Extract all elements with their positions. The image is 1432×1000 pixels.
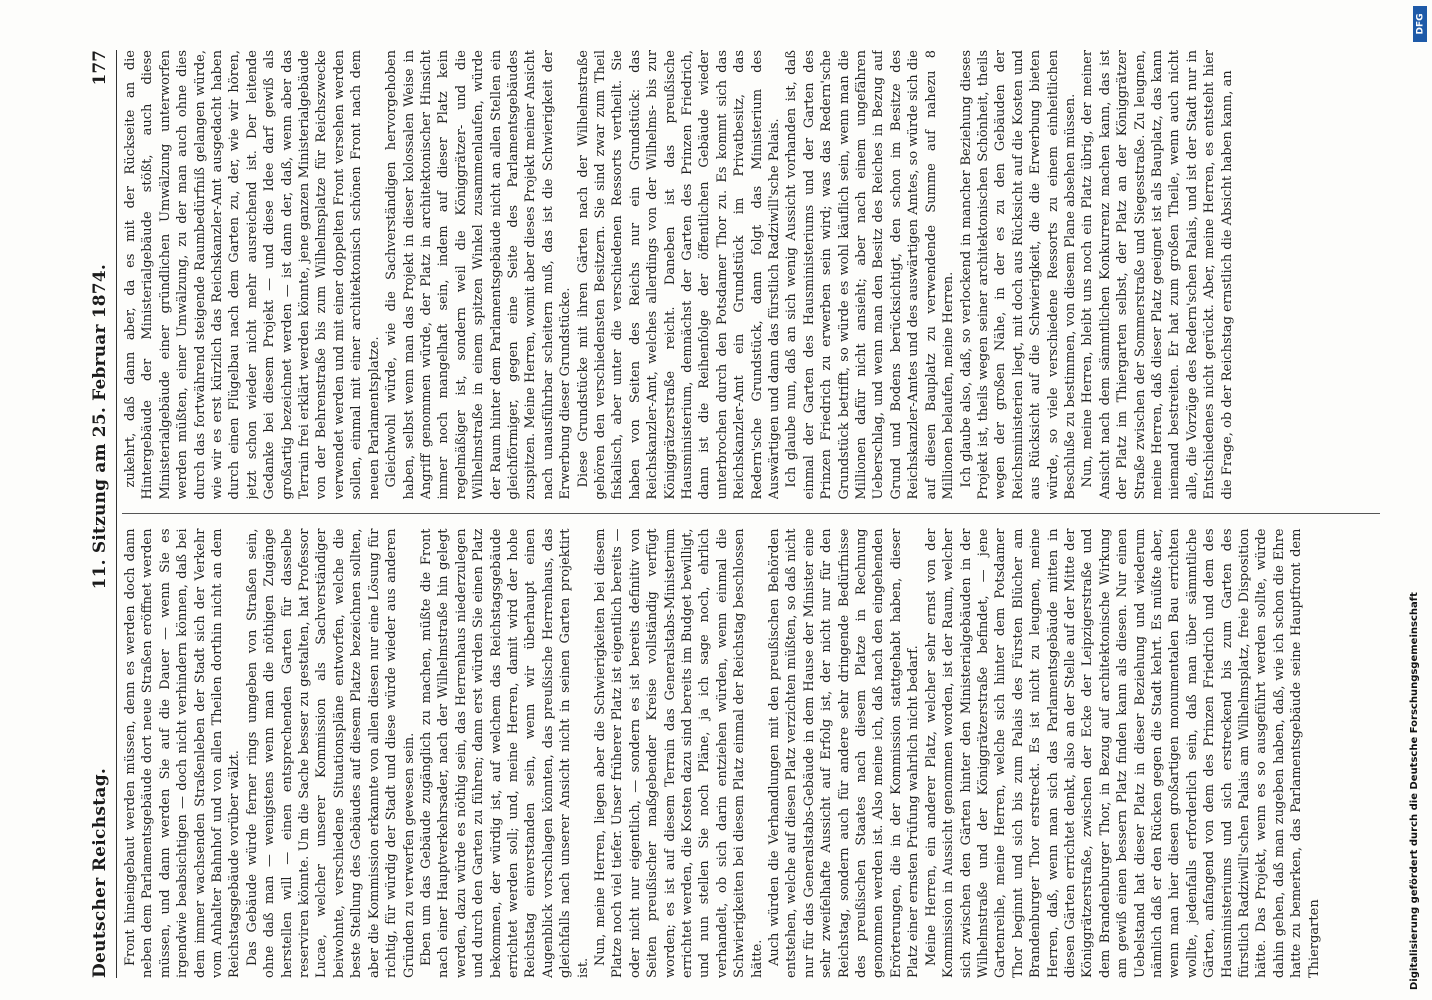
header-rule: [116, 50, 117, 978]
logo-text: DFG: [1415, 13, 1426, 35]
page-header: [90, 50, 112, 978]
text-columns: [122, 50, 1380, 978]
paragraph: Eben um das Gebäude zugänglich zu machen, müßte die Front nach einer Hauptverkehrsader, nach der Wilhelmstraße hin gelegt werden, dazu würde es nöthig sein, das Herrenhaus niederzulegen und durch den Garten zu führen; dann erst würden Sie einen Platz bekommen, der würdig ist, auf welchem das Reichstagsgebäude errichtet werden soll; und, meine Herren, damit wird der hohe Reichstag einverstanden sein, wenn wir überhaupt einen Augenblick vorschlagen könnten, das preußische Herrenhaus, das gleichfalls nach unserer Ansicht nicht in seinen Garten projektirt ist.: [418, 528, 591, 978]
paragraph: Ich glaube also, daß, so verlockend in mancher Beziehung dieses Projekt ist, theils wegen seiner architektonischen Schönheit, theils wegen der großen Nähe, in der es zu den Gebäuden der Reichsministerien liegt, mit doch aus Rücksicht auf die Kosten und aus Rücksicht auf die Schwierigkeit, die die Erwerbung bieten würde, so viele verschiedene Ressorts zu einem einheitlichen Beschluße zu bestimmen, von diesem Plane absehen müssen.: [958, 50, 1078, 500]
column-right: [122, 50, 1380, 500]
paragraph: Auch würden die Verhandlungen mit den preußischen Behörden entstehen, welche auf diesen Platz verzichten müßten, so daß nicht nur für das Generalstabs-Gebäude in dem Hause der Minister eine sehr zweifelhafte Aussicht auf Erfolg ist, der nicht nur für den Reichstag, sondern auch für andere sehr dringende Bedürfnisse des preußischen Staates nach diesem Platze in Rechnung genommen werden ist. Also meine ich, daß nach den eingehenden Erörterungen, die in der Kommission stattgehabt haben, dieser Platz einer ernsten Prüfung wahrlich nicht bedarf.: [767, 528, 922, 978]
paragraph: Nun, meine Herren, bleibt uns noch ein Platz übrig, der meiner Ansicht nach dem sämmtlichen Konkurrenz machen kann, das ist der Platz im Thiergarten selbst, der Platz an der Königgrätzer Straße zwischen der Sommerstraße und Siegesstraße. Zu leugnen, meine Herren, daß dieser Platz geeignet ist als Bauplatz, das kann niemand bestreiten. Er hat zum großen Theile, wenn auch nicht alle, die Vorzüge des Redern'schen Palais, und ist der Stadt nur in Entschiedenes nicht gerückt. Aber, meine Herren, es entsteht hier die Frage, ob der Reichstag ernstlich die Absicht haben kann, an: [1080, 50, 1235, 500]
paragraph: Diese Grundstücke mit ihren Gärten nach der Wilhelmstraße gehören den verschiedensten Besitzern. Sie sind zwar zum Theil fiskalisch, aber unter die verschiedenen Ressorts vertheilt. Sie haben von Seiten des Reichs nur ein Grundstück: das Reichskanzler-Amt, welches allerdings von der Wilhelms- bis zur Königgrätzerstraße reicht. Daneben ist das preußische Hausministerium, demnächst der Garten des Prinzen Friedrich, dann ist die Reihenfolge der öffentlichen Gebäude wieder unterbrochen durch den Potsdamer Thor zu. Es kommt sich das Reichskanzler-Amt ein Grundstück im Privatbesitz, das Redern'sche Grundstück, dann folgt das Ministerium des Auswärtigen und dann das fürstlich Radziwill'sche Palais.: [575, 50, 783, 500]
page-number: 177: [90, 50, 110, 86]
rotated-page-content: [90, 50, 1380, 978]
paragraph: Gleichwohl würde, wie die Sachverständigen hervorgehoben haben, selbst wenn man das Projekt in dieser kolossalen Weise in Angriff genommen würde, der Platz in architektonischer Hinsicht immer noch mangelhaft sein, indem auf dieser Platz kein regelmäßiger ist, sondern weil die Königgrätzer- und die Wilhelmstraße in einem spitzen Winkel zusammenlaufen, würde der Raum hinter dem Parlamentsgebäude nicht an allen Stellen ein gleichförmiger, gegen eine Seite des Parlamentsgebäudes zuspitzen. Meine Herren, womit aber dieses Projekt meiner Ansicht nach unausführbar scheitern muß, das ist die Schwierigkeit der Erwerbung dieser Grundstücke.: [384, 50, 574, 500]
dfg-logo-icon: [1413, 6, 1427, 42]
publication-title: Deutscher Reichstag.: [90, 767, 110, 978]
paragraph: Ich glaube nun, daß an sich wenig Aussicht vorhanden ist, daß einmal der Garten des Hausministeriums und der Garten des Prinzen Friedrich zu erwerben sein wird; was das Redern'sche Grundstück betrifft, so würde es wohl käuflich sein, wenn man die Millionen dafür nicht ansieht; aber nach einem ungefähren Ueberschlag, und wenn man den Besitz des Reiches in Bezug auf Grund und Bodens berücksichtigt, den schon im Besitze des Reichskanzler-Amtes und des auswärtigen Amtes, so würde sich die auf diesen Bauplatz zu verwendende Summe auf nahezu 8 Millionen belaufen, meine Herren.: [784, 50, 957, 500]
column-left: [122, 529, 1380, 979]
paragraph: Front hineingebaut werden müssen, denn es werden doch dann neben dem Parlamentsgebäude dort neue Straßen eröffnet werden müssen, und dann werden Sie auf die Dauer — wenn Sie es irgendwie beabsichtigen — doch nicht verhindern können, daß bei dem immer wachsenden Straßenleben der Stadt sich der Verkehr vom Anhalter Bahnhof und von allen Theilen dorthin nicht an dem Reichstagsgebäude vorüber wälzt.: [123, 528, 243, 978]
column-divider: [122, 514, 1380, 515]
paragraph: zukehrt, daß dann aber, da es mit der Rückseite an die Hintergebäude der Ministerialgebäude stößt, auch diese Ministerialgebäude einer gründlichen Umwälzung unterworfen werden müßten, einer Umwälzung, zu der man auch ohne dies durch das fortwährend steigende Raumbedürfniß gelangen würde, wie wir es erst kürzlich das Reichskanzler-Amt ausgedacht haben durch einen Flügelbau nach dem Garten zu, der, wie wir hören, jetzt schon wieder nicht mehr ausreichend ist. Der leitende Gedanke bei diesem Projekt — und diese Idee darf gewiß als großartig bezeichnet werden — ist dann der, daß, wenn aber das Terrain frei erklärt werden könnte, jene ganzen Ministerialgebäude von der Behrenstraße bis zum Wilhelmsplatze für Reichszwecke verwendet werden und mit einer doppelten Front versehen werden sollen, einmal mit einer architektonisch schönen Front nach dem neuen Parlamentsplatze.: [123, 50, 382, 500]
paragraph: Nun, meine Herren, liegen aber die Schwierigkeiten bei diesem Platze noch viel tiefer. Unser früherer Platz ist eigentlich bereits — oder nicht nur eigentlich, — sondern es ist bereits definitiv von Seiten preußischer maßgebender Kreise vollständig verfügt worden; es ist auf diesem Terrain das Generalstabs-Ministerium errichtet werden, die Kosten dazu sind bereits im Budget bewilligt, und nun stellen Sie noch Pläne, ja ich sage noch, ehrlich verhandelt, ob sich darin entziehen würden, wenn einmal die Schwierigkeiten bei diesem Platz einmal der Reichstag beschlossen hätte.: [592, 528, 765, 978]
session-line: 11. Sitzung am 25. Februar 1874.: [90, 264, 110, 590]
paragraph: Das Gebäude würde ferner rings umgeben von Straßen sein, ohne daß man — wenigstens wenn man die nöthigen Zugänge herstellen will — einen entsprechenden Garten für dasselbe reserviren könnte. Um die Sache besser zu gestalten, hat Professor Lucae, welcher unserer Kommission als Sachverständiger beiwohnte, verschiedene Situationspläne entworfen, welche die beste Stellung des Gebäudes auf diesem Platze bezeichnen sollten, aber die Kommission erkannte von allen diesen nur eine Lösung für richtig, für würdig der Stadt und diese würde wieder aus anderen Gründen zu verwerfen gewesen sein.: [244, 528, 417, 978]
paragraph: Meine Herren, ein anderer Platz, welcher sehr ernst von der Kommission in Aussicht genommen worden, ist der Raum, welcher sich zwischen den Gärten hinter den Ministerialgebäuden in der Wilhelmstraße und der Königgrätzerstraße befindet, — jene Gartenreihe, meine Herren, welche sich hinter dem Potsdamer Thor beginnt und sich bis zum Palais des Fürsten Blücher am Brandenburger Thor erstreckt. Es ist nicht zu leugnen, meine Herren, daß, wenn man sich das Parlamentsgebäude mitten in diesen Gärten errichtet denkt, also an der Stelle auf der Mitte der Königgrätzerstraße, zwischen der Ecke der Leipzigerstraße und dem Brandenburger Thor, in Bezug auf architektonische Wirkung am gewiß einen bessern Platz finden kann als diesen. Nur einen Uebelstand hat dieser Platz in dieser Beziehung und wiederum nämlich daß er den Rücken gegen die Stadt kehrt. Es müßte aber, wenn man hier diesen großartigen monumentalen Bau errichten wollte, jedenfalls erforderlich sein, daß man über sämmtliche Gärten, anfangend von dem des Prinzen Friedrich und dem des Hausministeriums und sich erstreckend bis zum Garten des fürstlich Radziwill'schen Palais am Wilhelmsplatz, freie Disposition hätte. Das Projekt, wenn es so ausgeführt werden sollte, würde dahin gehen, daß man zugeben haben, daß, wie ich schon die Ehre hatte zu bemerken, das Parlamentsgebäude seine Hauptfront dem Thiergarten: [923, 528, 1322, 978]
digitization-credit: Digitalisierung gefördert durch die Deutsche Forschungsgemeinschaft: [1409, 592, 1420, 990]
